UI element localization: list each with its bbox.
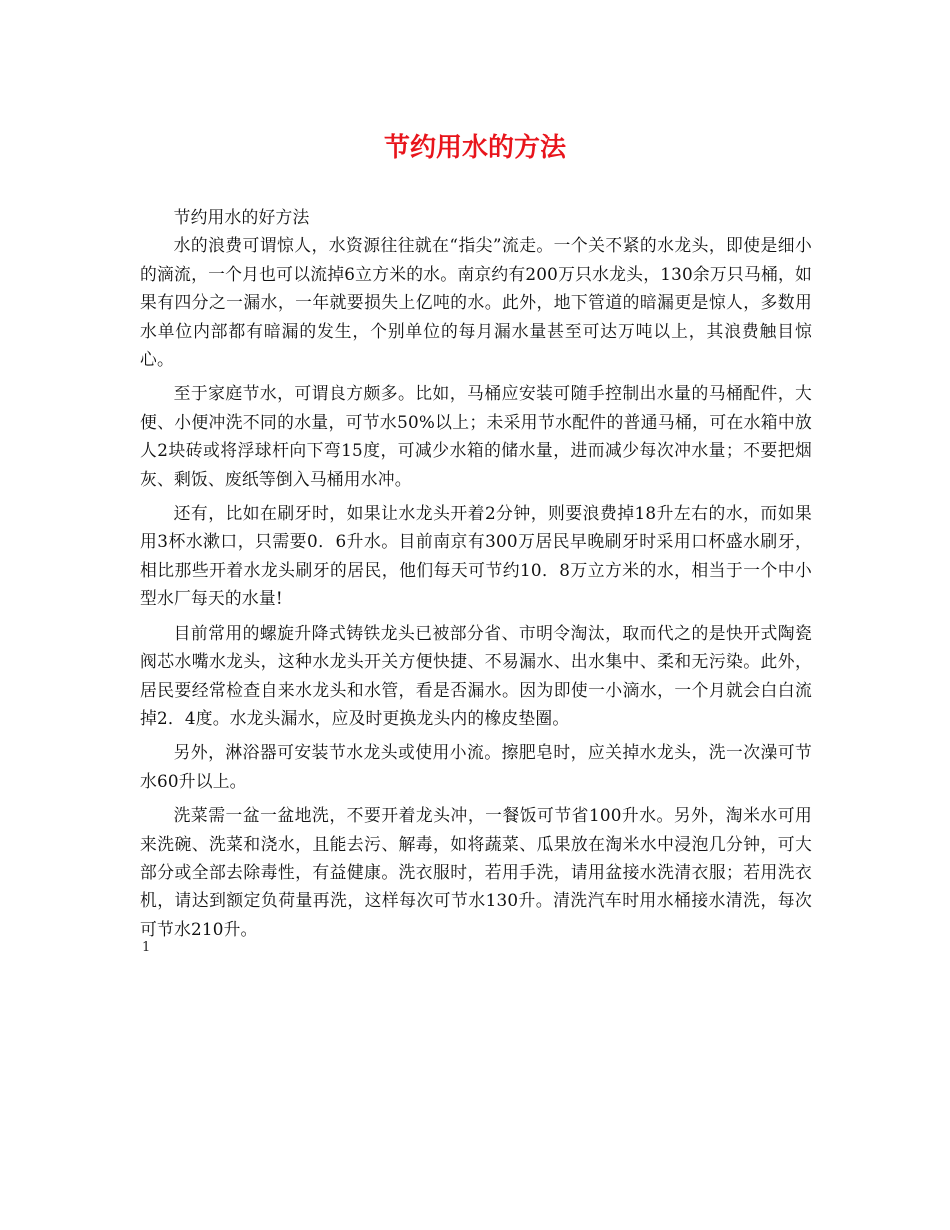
paragraph: 水的浪费可谓惊人，水资源往往就在“指尖”流走。一个关不紧的水龙头，即使是细小的滴流，一个月也可以流掉6立方米的水。南京约有200万只水龙头，130余万只马桶，如果有四分之一漏水，一年就要损失上亿吨的水。此外，地下管道的暗漏更是惊人，多数用水单位内部都有暗漏的发生，个别单位的每月漏水量甚至可达万吨以上，其浪费触目惊心。 <box>140 235 812 370</box>
document-title: 节约用水的方法 <box>383 133 566 163</box>
paragraph: 另外，淋浴器可安装节水龙头或使用小流。擦肥皂时，应关掉水龙头，洗一次澡可节水60升以上。 <box>140 742 812 791</box>
document-body <box>140 203 812 943</box>
page-number: 1 <box>142 940 151 955</box>
paragraph-subtitle: 节约用水的好方法 <box>173 207 310 227</box>
paragraph: 洗菜需一盆一盆地洗，不要开着龙头冲，一餐饭可节省100升水。另外，淘米水可用来洗碗、洗菜和浇水，且能去污、解毒，如将蔬菜、瓜果放在淘米水中浸泡几分钟，可大部分或全部去除毒性，有益健康。洗衣服时，若用手洗，请用盆接水洗清衣服；若用洗衣机，请达到额定负荷量再洗，这样每次可节水130升。清洗汽车时用水桶接水清洗，每次可节水210升。 <box>140 805 812 939</box>
paragraph: 至于家庭节水，可谓良方颇多。比如，马桶应安装可随手控制出水量的马桶配件，大便、小便冲洗不同的水量，可节水50%以上；未采用节水配件的普通马桶，可在水箱中放人2块砖或将浮球杆向下弯15度，可减少水箱的储水量，进而减少每次冲水量；不要把烟灰、剩饭、废纸等倒入马桶用水冲。 <box>140 383 812 489</box>
paragraph: 目前常用的螺旋升降式铸铁龙头已被部分省、市明令淘汰，取而代之的是快开式陶瓷阀芯水嘴水龙头，这种水龙头开关方便快捷、不易漏水、出水集中、柔和无污染。此外，居民要经常检查自来水龙头和水管，看是否漏水。因为即使一小滴水，一个月就会白白流掉2．4度。水龙头漏水，应及时更换龙头内的橡皮垫圈。 <box>140 622 812 728</box>
paragraph: 还有，比如在刷牙时，如果让水龙头开着2分钟，则要浪费掉18升左右的水，而如果用3杯水漱口，只需要0．6升水。目前南京有300万居民早晚刷牙时采用口杯盛水刷牙，相比那些开着水龙头刷牙的居民，他们每天可节约10．8万立方米的水，相当于一个中小型水厂每天的水量! <box>140 503 812 609</box>
